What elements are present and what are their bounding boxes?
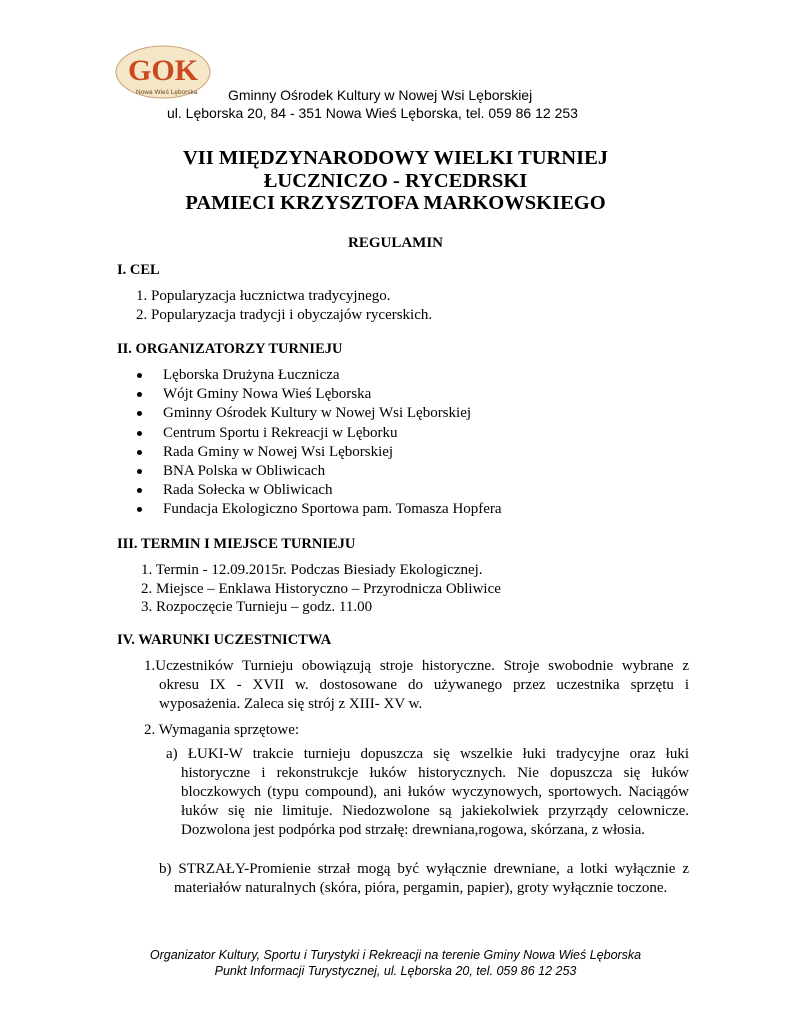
header-org-name: Gminny Ośrodek Kultury w Nowej Wsi Lęborskiej — [228, 87, 533, 103]
list-item — [137, 500, 502, 519]
list-item: 2. Miejsce – Enklawa Historyczno – Przyrodnicza Obliwice — [141, 580, 501, 597]
section-heading-conditions: IV. WARUNKI UCZESTNICTWA — [117, 632, 332, 648]
list-item: 1. Termin - 12.09.2015r. Podczas Biesiady Ekologicznej. — [141, 562, 483, 578]
bullet-icon — [137, 450, 142, 455]
bullet-icon — [137, 469, 142, 474]
title-line-1: VII MIĘDZYNARODOWY WIELKI TURNIEJ — [182, 147, 609, 169]
list-item-text: Fundacja Ekologiczno Sportowa pam. Tomasza Hopfera — [163, 501, 502, 518]
list-item — [137, 443, 502, 462]
list-item-text: Wójt Gminy Nowa Wieś Lęborska — [163, 386, 372, 403]
footer-line-2: Punkt Informacji Turystycznej, ul. Lęborska 20, tel. 059 86 12 253 — [214, 964, 577, 978]
requirement-arrows: b) STRZAŁY-Promienie strzał mogą być wyłącznie drewniane, a lotki wyłącznie z materiałów naturalnych (skóra, pióra, pergamin, papier), groty wyłącznie toczone. — [159, 861, 689, 896]
title-line-2: ŁUCZNICZO - RYCEDRSKI — [263, 169, 528, 192]
section-cel-list — [136, 287, 432, 324]
list-item — [137, 385, 502, 404]
logo-subtext: Nowa Wieś Lęborska — [136, 89, 198, 96]
bullet-icon — [137, 488, 142, 493]
section-heading-cel: I. CEL — [117, 262, 160, 278]
list-item — [137, 462, 502, 481]
gok-logo — [114, 44, 212, 100]
document-title — [0, 147, 791, 215]
section-heading-organizers: II. ORGANIZATORZY TURNIEJU — [117, 341, 343, 357]
list-item — [137, 366, 502, 385]
list-item-text: Rada Sołecka w Obliwicach — [163, 482, 333, 499]
footer-line-1: Organizator Kultury, Sportu i Turystyki i Rekreacji na terenie Gminy Nowa Wieś Lęborska — [149, 948, 642, 962]
header-address: ul. Lęborska 20, 84 - 351 Nowa Wieś Lęborska, tel. 059 86 12 253 — [167, 105, 578, 121]
conditions-paragraph-2: 2. Wymagania sprzętowe: — [144, 722, 300, 738]
bullet-icon — [137, 392, 142, 397]
title-line-3: PAMIECI KRZYSZTOFA MARKOWSKIEGO — [185, 192, 606, 214]
logo-text: GOK — [128, 54, 199, 87]
list-item: 2. Popularyzacja tradycji i obyczajów rycerskich. — [136, 306, 433, 323]
conditions-paragraph-1: 1.Uczestników Turnieju obowiązują stroje historyczne. Stroje swobodnie wybrane z okresu IX - XVII w. dostosowane do używanego przez uczestnika sprzętu i wyposażenia. Zaleca się strój z XIII- XV w. — [144, 658, 689, 712]
list-item — [137, 424, 502, 443]
list-item-text: Gminny Ośrodek Kultury w Nowej Wsi Lęborskiej — [163, 405, 472, 422]
bullet-icon — [137, 373, 142, 378]
document-subtitle: REGULAMIN — [347, 235, 443, 251]
list-item: 1. Popularyzacja łucznictwa tradycyjnego. — [136, 288, 391, 304]
list-item — [137, 404, 502, 423]
bullet-icon — [137, 507, 142, 512]
list-item — [137, 481, 502, 500]
organizers-list — [137, 366, 502, 520]
list-item-text: BNA Polska w Obliwicach — [163, 463, 326, 480]
bullet-icon — [137, 431, 142, 436]
list-item: 3. Rozpoczęcie Turnieju – godz. 11.00 — [141, 599, 373, 615]
requirement-bows: a) ŁUKI-W trakcie turnieju dopuszcza się wszelkie łuki tradycyjne oraz łuki historyczne i rekonstrukcje łuków historycznych. Nie dopuszcza się łuków bloczkowych (typu compound), ani łuków wyczynowych, sportowych. Naciągów łuków się nie limituje. Niedozwolone są jakiekolwiek przyrządy celownicze. Dozwolona jest podpórka pod strzałę: drewniana,rogowa, skórzana, z włosia. — [166, 746, 689, 838]
section-heading-date-place: III. TERMIN I MIEJSCE TURNIEJU — [117, 536, 356, 552]
list-item-text: Centrum Sportu i Rekreacji w Lęborku — [163, 424, 398, 441]
list-item-text: Lęborska Drużyna Łucznicza — [163, 367, 340, 383]
bullet-icon — [137, 411, 142, 416]
list-item-text: Rada Gminy w Nowej Wsi Lęborskiej — [163, 443, 394, 460]
date-place-list — [141, 561, 501, 617]
